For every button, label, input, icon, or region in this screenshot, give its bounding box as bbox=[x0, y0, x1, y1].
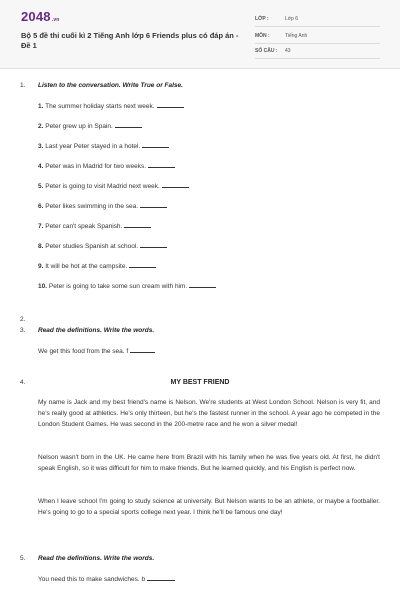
logo-text: 2048 bbox=[21, 9, 51, 24]
q1-item-7: 7. Peter can't speak Spanish. bbox=[38, 221, 151, 230]
q5-definition: You need this to make sandwiches. b bbox=[38, 574, 175, 583]
meta-class-row bbox=[255, 12, 380, 27]
meta-count-value: 43 bbox=[285, 48, 291, 54]
reading-title: MY BEST FRIEND bbox=[170, 379, 230, 386]
question-5-instruction: Read the definitions. Write the words. bbox=[38, 555, 155, 562]
question-3-instruction: Read the definitions. Write the words. bbox=[38, 327, 155, 334]
question-1-instruction: Listen to the conversation. Write True or False. bbox=[38, 82, 183, 89]
site-logo[interactable] bbox=[21, 9, 60, 24]
answer-blank bbox=[148, 161, 175, 168]
page-header bbox=[0, 0, 400, 69]
q1-item-2: 2. Peter grew up in Spain. bbox=[38, 121, 142, 130]
meta-subject-value: Tiếng Anh bbox=[285, 33, 308, 39]
logo-suffix: .vn bbox=[51, 17, 60, 23]
document-title: Bộ 5 đề thi cuối kì 2 Tiếng Anh lớp 6 Friends plus có đáp án - Đề 1 bbox=[21, 31, 239, 50]
q3-definition: We get this food from the sea. f bbox=[38, 346, 155, 355]
answer-blank bbox=[189, 281, 216, 288]
q1-item-6: 6. Peter likes swimming in the sea. bbox=[38, 201, 167, 210]
q1-item-8: 8. Peter studies Spanish at school. bbox=[38, 241, 167, 250]
answer-blank bbox=[162, 181, 189, 188]
question-3-number: 3. bbox=[20, 327, 26, 334]
reading-paragraph-2: Nelson wasn't born in the UK. He came here from Brazil with his family when he was five years old. At first, he didn't speak English, so it was difficult for him to make friends. But he learned quickly, and his English is perfect now. bbox=[38, 454, 380, 472]
q1-item-5: 5. Peter is going to visit Madrid next week. bbox=[38, 181, 189, 190]
q1-item-10: 10. Peter is going to take some sun cream with him. bbox=[38, 281, 216, 290]
reading-paragraph-3: When I leave school I'm going to study science at university. But Nelson wants to be an athlete, or maybe a footballer. He's going to go to a special sports college next year. I think he'll be famous one day! bbox=[38, 498, 380, 516]
meta-count-row bbox=[255, 44, 380, 59]
meta-class-value: Lớp 6 bbox=[285, 16, 299, 22]
q1-item-1: 1. The summer holiday starts next week. bbox=[38, 101, 184, 110]
answer-blank bbox=[140, 201, 167, 208]
answer-blank bbox=[157, 101, 184, 108]
reading-paragraph-1: My name is Jack and my best friend's name is Nelson. We're students at West London School. Nelson is very fit, and he's really good at athletics. He's only thirteen, but he's the fastest runner in the school. A year ago he competed in the London Student Games. He was second in the 200-metre race and he won a silver medal! bbox=[38, 399, 380, 428]
meta-subject-label: MÔN : bbox=[255, 33, 270, 39]
q1-item-3: 3. Last year Peter stayed in a hotel. bbox=[38, 141, 169, 150]
question-5-number: 5. bbox=[20, 555, 26, 562]
answer-blank bbox=[130, 346, 155, 353]
meta-count-label: SỐ CÂU : bbox=[255, 48, 278, 54]
question-1-number: 1. bbox=[20, 82, 26, 89]
answer-blank bbox=[115, 121, 142, 128]
exam-content bbox=[0, 68, 400, 600]
answer-blank bbox=[140, 241, 167, 248]
question-4-number: 4. bbox=[20, 379, 26, 386]
answer-blank bbox=[142, 141, 169, 148]
meta-subject-row bbox=[255, 29, 380, 44]
meta-class-label: LỚP : bbox=[255, 16, 269, 22]
answer-blank bbox=[124, 221, 151, 228]
q1-item-4: 4. Peter was in Madrid for two weeks. bbox=[38, 161, 175, 170]
answer-blank bbox=[147, 574, 175, 581]
question-2-number: 2. bbox=[20, 316, 26, 323]
q1-item-9: 9. It will be hot at the campsite. bbox=[38, 261, 156, 270]
answer-blank bbox=[129, 261, 156, 268]
